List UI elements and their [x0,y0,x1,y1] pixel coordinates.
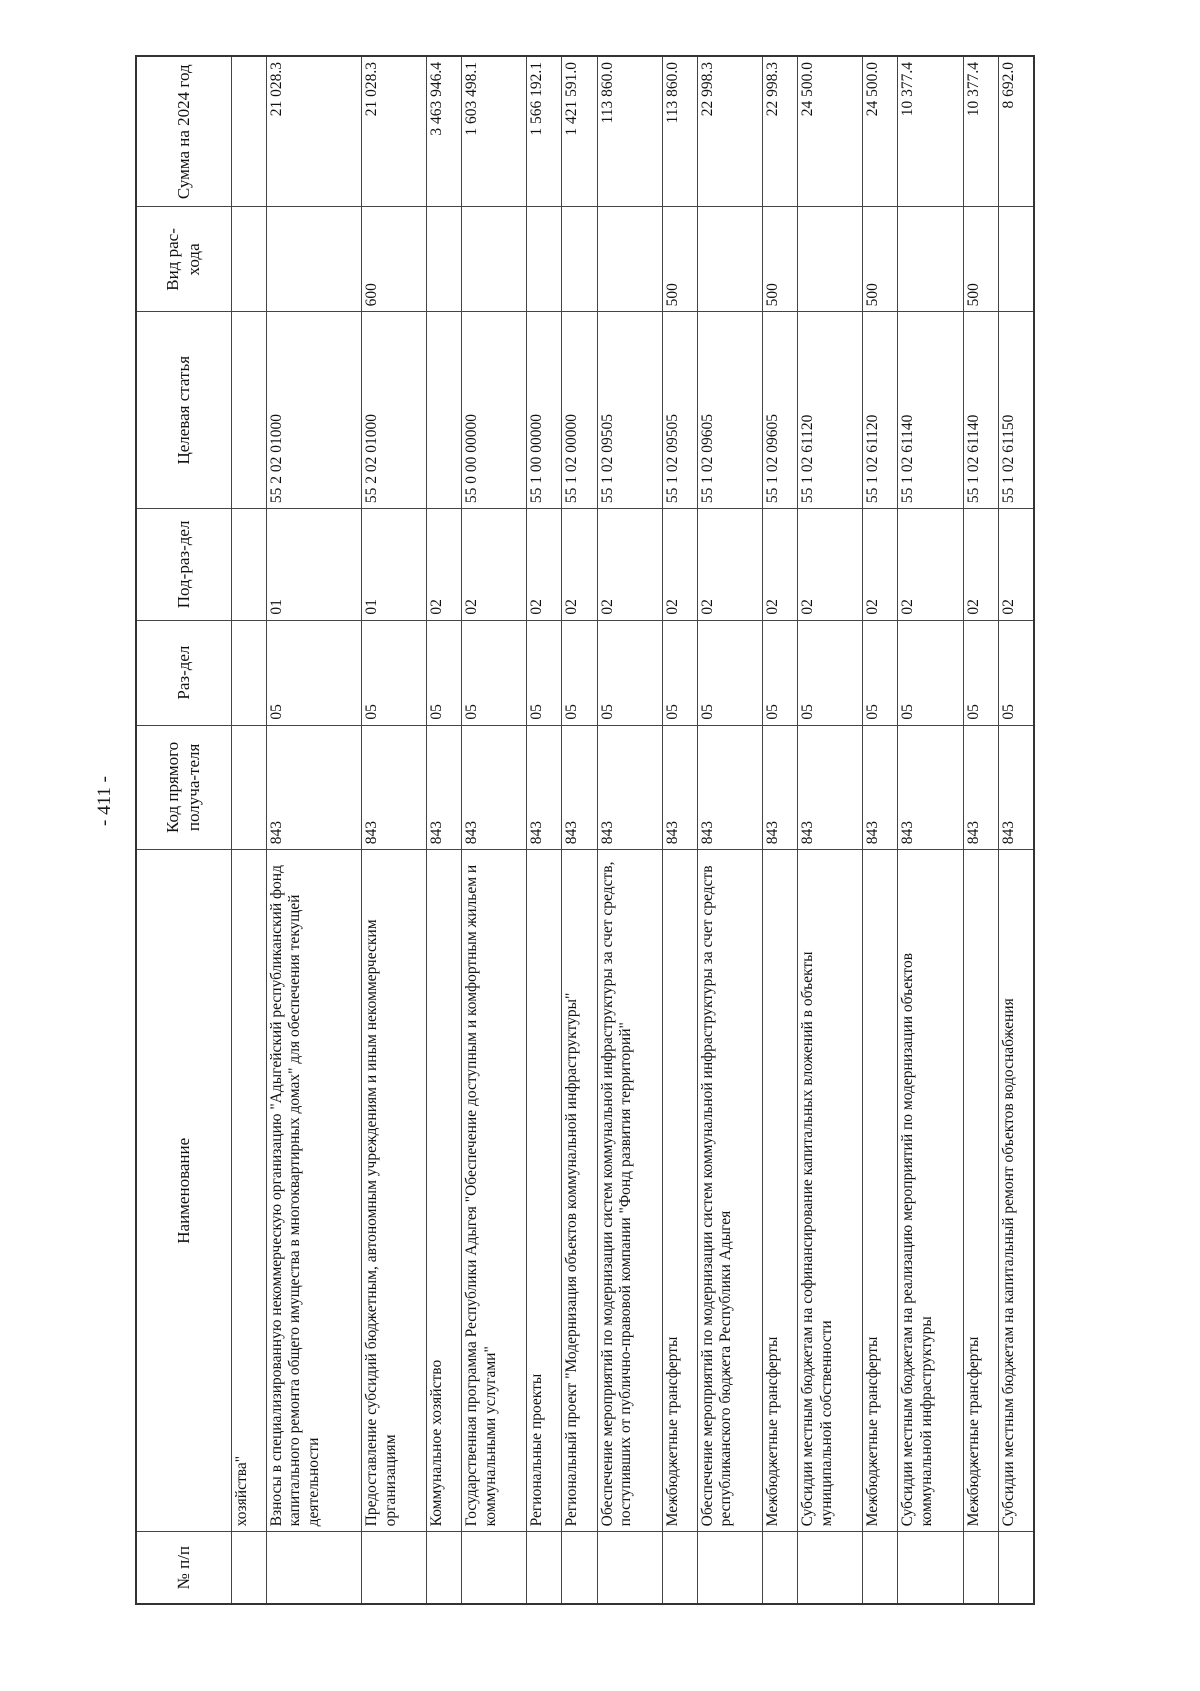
table-header-row [136,56,231,1604]
row-number [763,1532,798,1604]
row-sum: 22 998.3 [763,56,798,207]
row-sum: 3 463 946.4 [427,56,462,207]
row-sum: 10 377.4 [898,56,963,207]
row-target-article: 55 1 02 61150 [998,312,1034,509]
table-row [697,56,762,1604]
row-subsection: 02 [898,509,963,621]
row-number [798,1532,863,1604]
row-target-article: 55 1 02 61120 [863,312,898,509]
row-target-article: 55 1 02 09505 [597,312,662,509]
row-target-article [427,312,462,509]
table-row [462,56,527,1604]
row-sum: 21 028.3 [266,56,361,207]
header-expense: Вид рас-хода [136,207,231,312]
row-name: Обеспечение мероприятий по модернизации систем коммунальной инфраструктуры за счет средств республиканского бюджета Республики Адыгея [697,850,762,1532]
row-section: 05 [597,620,662,725]
table-row [798,56,863,1604]
row-sum [231,56,266,207]
row-number [697,1532,762,1604]
row-name: Межбюджетные трансферты [763,850,798,1532]
row-section: 05 [898,620,963,725]
row-recipient-code: 843 [427,725,462,850]
row-number [662,1532,697,1604]
row-recipient-code: 843 [527,725,562,850]
row-sum: 21 028.3 [361,56,426,207]
row-subsection [231,509,266,621]
row-subsection: 02 [662,509,697,621]
row-subsection: 02 [527,509,562,621]
row-number [266,1532,361,1604]
row-target-article: 55 2 02 01000 [361,312,426,509]
row-subsection: 02 [963,509,998,621]
row-subsection: 02 [863,509,898,621]
row-name: хозяйства" [231,850,266,1532]
table-row [231,56,266,1604]
row-expense-type [798,207,863,312]
row-number [231,1532,266,1604]
row-subsection: 02 [798,509,863,621]
row-number [527,1532,562,1604]
table-row [763,56,798,1604]
row-subsection: 02 [462,509,527,621]
header-target: Целевая статья [136,312,231,509]
row-number [562,1532,597,1604]
page-number: - 411 - [93,776,115,826]
row-name: Региональный проект "Модернизация объектов коммунальной инфраструктуры" [562,850,597,1532]
row-section: 05 [798,620,863,725]
row-number [462,1532,527,1604]
row-expense-type: 600 [361,207,426,312]
row-section: 05 [562,620,597,725]
row-expense-type: 500 [662,207,697,312]
row-expense-type [697,207,762,312]
row-section: 05 [963,620,998,725]
row-name: Межбюджетные трансферты [863,850,898,1532]
row-subsection: 02 [998,509,1034,621]
row-section: 05 [763,620,798,725]
row-target-article: 55 1 02 61140 [898,312,963,509]
row-name: Государственная программа Республики Адыгея "Обеспечение доступным и комфортным жильем и коммунальными услугами" [462,850,527,1532]
row-sum: 1 566 192.1 [527,56,562,207]
row-subsection: 02 [427,509,462,621]
row-number [361,1532,426,1604]
row-subsection: 02 [562,509,597,621]
table-row [998,56,1034,1604]
row-number [898,1532,963,1604]
row-target-article: 55 1 00 00000 [527,312,562,509]
row-sum: 10 377.4 [963,56,998,207]
row-sum: 1 603 498.1 [462,56,527,207]
row-subsection: 02 [597,509,662,621]
row-number [597,1532,662,1604]
table-body [231,56,1034,1604]
row-target-article: 55 1 02 61120 [798,312,863,509]
row-subsection: 01 [266,509,361,621]
table-row [963,56,998,1604]
row-target-article: 55 0 00 00000 [462,312,527,509]
row-recipient-code: 843 [562,725,597,850]
row-section: 05 [361,620,426,725]
row-recipient-code: 843 [998,725,1034,850]
row-number [427,1532,462,1604]
row-section: 05 [266,620,361,725]
row-name: Межбюджетные трансферты [662,850,697,1532]
row-name: Субсидии местным бюджетам на капитальный ремонт объектов водоснабжения [998,850,1034,1532]
row-name: Взносы в специализированную некоммерческую организацию "Адыгейский республиканский фонд капитального ремонта общего имущества в многоквартирных домах" для обеспечения текущей деятельности [266,850,361,1532]
header-no: № п/п [136,1532,231,1604]
row-expense-type [527,207,562,312]
row-sum: 1 421 591.0 [562,56,597,207]
header-subsection: Под-раз-дел [136,509,231,621]
row-section: 05 [427,620,462,725]
row-target-article [231,312,266,509]
row-section: 05 [697,620,762,725]
row-subsection: 02 [763,509,798,621]
row-expense-type [462,207,527,312]
row-section: 05 [863,620,898,725]
row-expense-type [597,207,662,312]
row-section: 05 [662,620,697,725]
table-row [361,56,426,1604]
row-recipient-code: 843 [662,725,697,850]
table-row [898,56,963,1604]
row-recipient-code [231,725,266,850]
row-name: Предоставление субсидий бюджетным, автономным учреждениям и иным некоммерческим организациям [361,850,426,1532]
row-sum: 113 860.0 [597,56,662,207]
budget-table-container [135,55,1035,1605]
row-expense-type [427,207,462,312]
row-target-article: 55 1 02 61140 [963,312,998,509]
row-recipient-code: 843 [266,725,361,850]
row-target-article: 55 1 02 00000 [562,312,597,509]
table-row [527,56,562,1604]
row-target-article: 55 1 02 09605 [697,312,762,509]
row-name: Региональные проекты [527,850,562,1532]
row-recipient-code: 843 [462,725,527,850]
row-name: Коммунальное хозяйство [427,850,462,1532]
row-number [998,1532,1034,1604]
row-recipient-code: 843 [963,725,998,850]
row-target-article: 55 2 02 01000 [266,312,361,509]
header-recipient: Код прямого получа-теля [136,725,231,850]
row-sum: 24 500.0 [863,56,898,207]
row-number [963,1532,998,1604]
row-name: Субсидии местным бюджетам на софинансирование капитальных вложений в объекты муниципальной собственности [798,850,863,1532]
row-recipient-code: 843 [597,725,662,850]
row-recipient-code: 843 [898,725,963,850]
row-sum: 113 860.0 [662,56,697,207]
row-expense-type: 500 [963,207,998,312]
row-name: Обеспечение мероприятий по модернизации систем коммунальной инфраструктуры за счет средств, поступивших от публично-правовой компании "Фонд развития территорий" [597,850,662,1532]
row-target-article: 55 1 02 09505 [662,312,697,509]
table-row [562,56,597,1604]
row-target-article: 55 1 02 09605 [763,312,798,509]
row-recipient-code: 843 [361,725,426,850]
row-section [231,620,266,725]
header-sum: Сумма на 2024 год [136,56,231,207]
table-row [863,56,898,1604]
header-name: Наименование [136,850,231,1532]
row-section: 05 [998,620,1034,725]
row-recipient-code: 843 [697,725,762,850]
row-expense-type [998,207,1034,312]
row-sum: 24 500.0 [798,56,863,207]
row-expense-type: 500 [863,207,898,312]
row-name: Субсидии местным бюджетам на реализацию мероприятий по модернизации объектов коммунальной инфраструктуры [898,850,963,1532]
table-row [266,56,361,1604]
row-expense-type [562,207,597,312]
row-sum: 22 998.3 [697,56,762,207]
table-row [597,56,662,1604]
row-number [863,1532,898,1604]
header-section: Раз-дел [136,620,231,725]
row-expense-type [898,207,963,312]
row-expense-type [231,207,266,312]
row-expense-type: 500 [763,207,798,312]
budget-table [135,55,1035,1605]
row-section: 05 [527,620,562,725]
row-subsection: 02 [697,509,762,621]
table-row [427,56,462,1604]
table-row [662,56,697,1604]
row-name: Межбюджетные трансферты [963,850,998,1532]
row-recipient-code: 843 [863,725,898,850]
row-recipient-code: 843 [798,725,863,850]
row-expense-type [266,207,361,312]
row-subsection: 01 [361,509,426,621]
row-sum: 8 692.0 [998,56,1034,207]
row-recipient-code: 843 [763,725,798,850]
row-section: 05 [462,620,527,725]
